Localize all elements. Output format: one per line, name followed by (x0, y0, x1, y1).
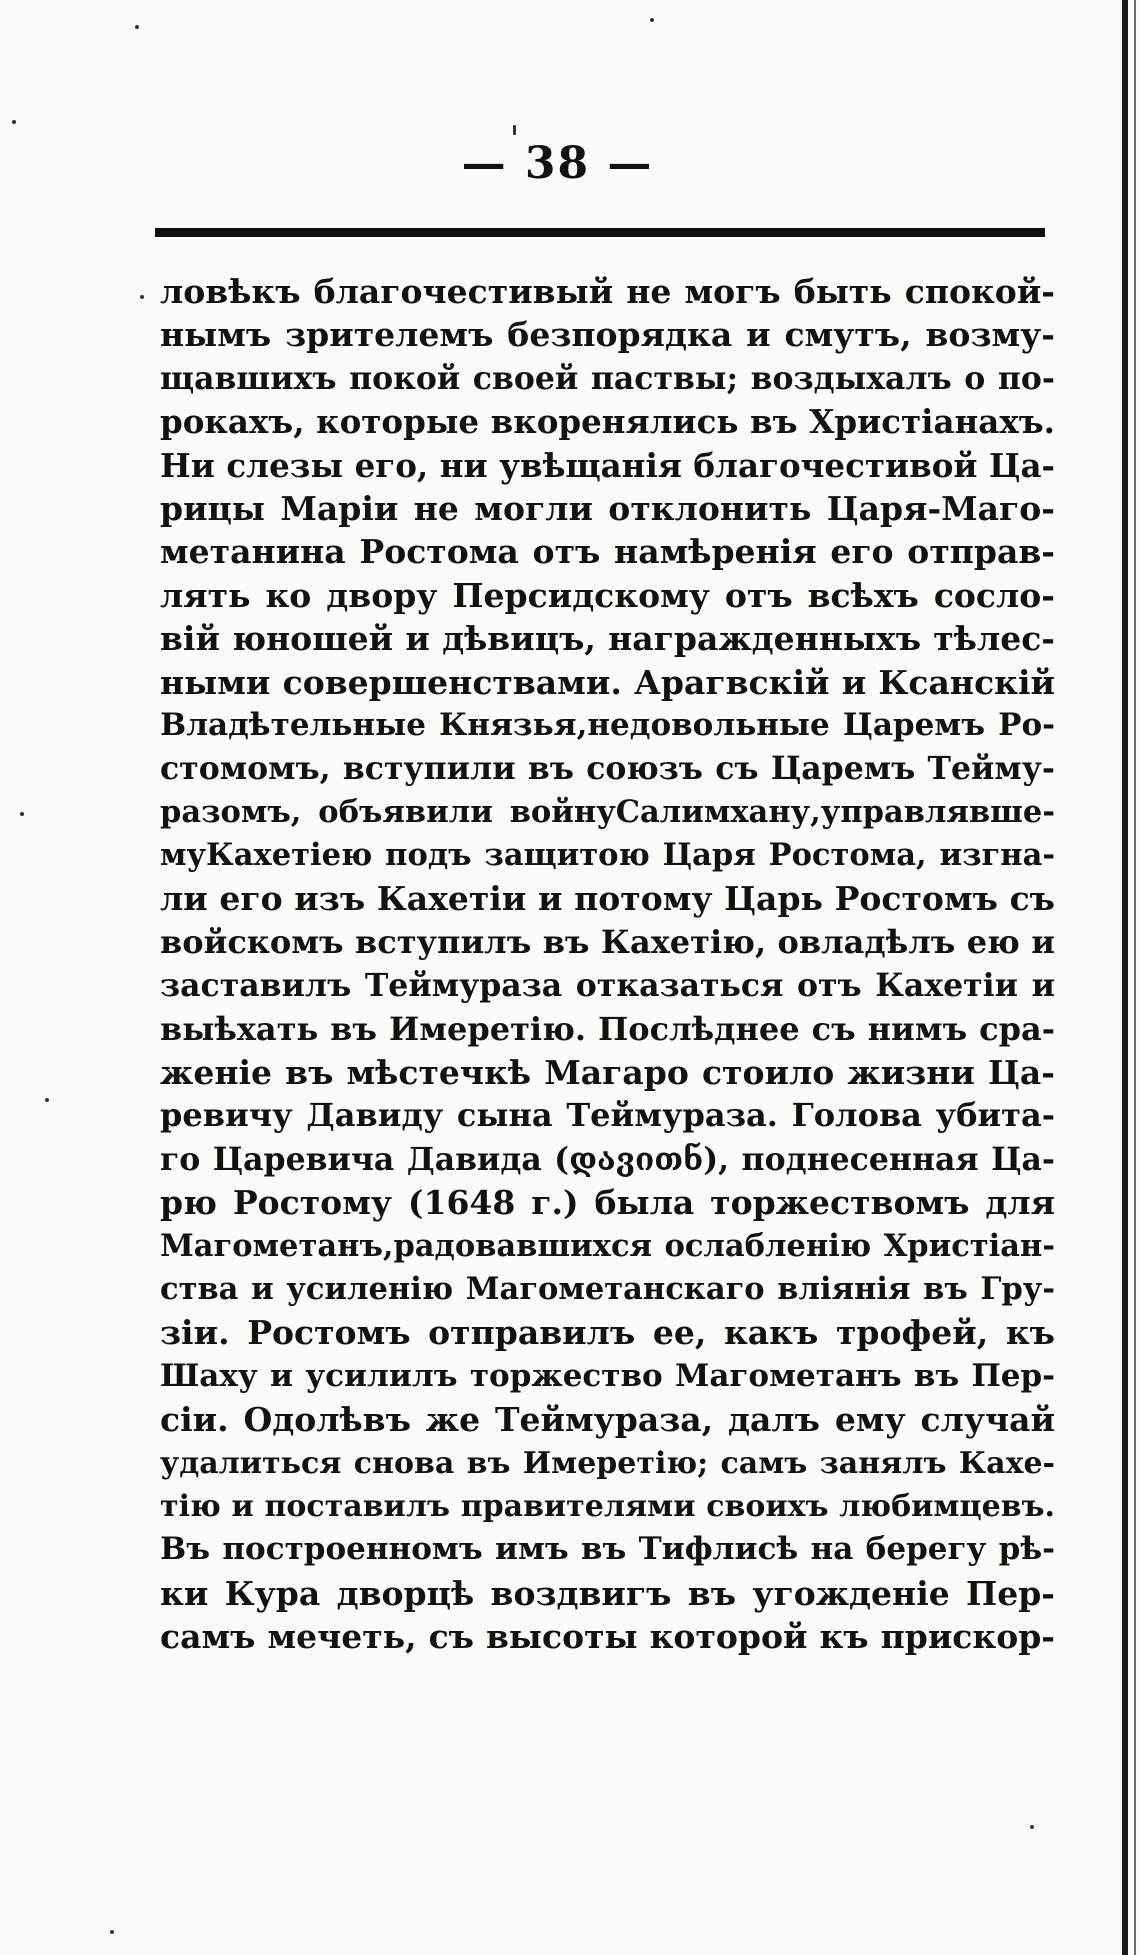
text-line: сіи. Одолѣвъ же Теймураза, далъ ему случай (160, 1400, 1055, 1440)
scan-speck (135, 25, 139, 29)
text-line: ки Кура дворцѣ воздвигъ въ угожденіе Пер- (160, 1573, 1055, 1613)
text-line: метанина Ростома отъ намѣренія его отправ- (160, 532, 1055, 572)
text-line: Шаху и усилилъ торжество Магометанъ въ Пер- (160, 1357, 1055, 1394)
text-line: лять ко двору Персидскому отъ всѣхъ сосло- (160, 575, 1055, 615)
text-line: заставилъ Теймураза отказаться отъ Кахетіи и (160, 967, 1055, 1005)
text-line: разомъ, объявили войнуСалимхану,управлявше- (160, 793, 1055, 830)
text-line: войскомъ вступилъ въ Кахетію, овладѣлъ ею и (160, 922, 1055, 961)
text-line: стомомъ, вступили въ союзъ съ Царемъ Тейму- (160, 750, 1055, 788)
scan-speck (110, 1930, 114, 1934)
text-line: выѣхать въ Имеретію. Послѣднее съ нимъ сра- (160, 1009, 1055, 1048)
text-line: рицы Маріи не могли отклонить Царя-Маго- (160, 488, 1055, 528)
text-line: ловѣкъ благочестивый не могъ быть спокой- (160, 272, 1055, 311)
text-line: ли его изъ Кахетіи и потому Царь Ростомъ съ (160, 879, 1055, 919)
text-line: удалиться снова въ Имеретію; самъ занялъ Кахе- (160, 1445, 1055, 1481)
body-text (160, 270, 1055, 1659)
text-line: женіе въ мѣстечкѣ Магаро стоило жизни Ца- (160, 1053, 1055, 1093)
page-number: — 38 — (461, 138, 654, 189)
text-line: ревичу Давиду сына Теймураза. Голова убита- (160, 1096, 1055, 1135)
text-line: щавшихъ покой своей паствы; воздыхалъ о по- (160, 359, 1055, 397)
scan-speck (513, 125, 516, 135)
page-binding-edge (1122, 0, 1128, 1955)
text-line: Ни слезы его, ни увѣщанія благочестивой Ца- (160, 445, 1055, 485)
text-line: Владѣтельные Князья,недовольные Царемъ Ро- (160, 706, 1055, 743)
header-rule (155, 228, 1045, 237)
text-line: Въ построенномъ имъ въ Тифлисѣ на берегу рѣ- (160, 1531, 1055, 1568)
text-line: тію и поставилъ правителями своихъ любимцевъ. (160, 1488, 1055, 1524)
text-line: муКахетіею подъ защитою Царя Ростома, изгна- (160, 837, 1055, 874)
text-line: рю Ростому (1648 г.) была торжествомъ для (160, 1183, 1055, 1223)
text-line: зіи. Ростомъ отправилъ ее, какъ трофей, къ (160, 1313, 1055, 1353)
text-line: Магометанъ,радовавшихся ослабленію Христіан- (160, 1227, 1055, 1264)
text-line: ства и усиленію Магометанскаго вліянія въ Гру- (160, 1270, 1055, 1307)
scan-speck (45, 1098, 49, 1102)
text-line: ными совершенствами. Арагвскій и Ксанскій (160, 662, 1055, 702)
scan-speck (1030, 1825, 1034, 1829)
scan-speck (12, 120, 16, 124)
page-binding-shadow (1134, 0, 1136, 1955)
text-line: вій юношей и дѣвицъ, награжденныхъ тѣлес- (160, 619, 1055, 659)
scan-speck (20, 812, 24, 816)
text-line: нымъ зрителемъ безпорядка и смутъ, возму- (160, 315, 1055, 355)
text-line: самъ мечеть, съ высоты которой къ прискор- (160, 1617, 1055, 1657)
scan-speck (650, 18, 654, 22)
scan-speck (140, 295, 144, 299)
text-line: рокахъ, которые вкоренялись въ Христіанахъ. (160, 402, 1055, 442)
text-line: го Царевича Давида (დავითნ), поднесенная Ца- (160, 1140, 1055, 1178)
